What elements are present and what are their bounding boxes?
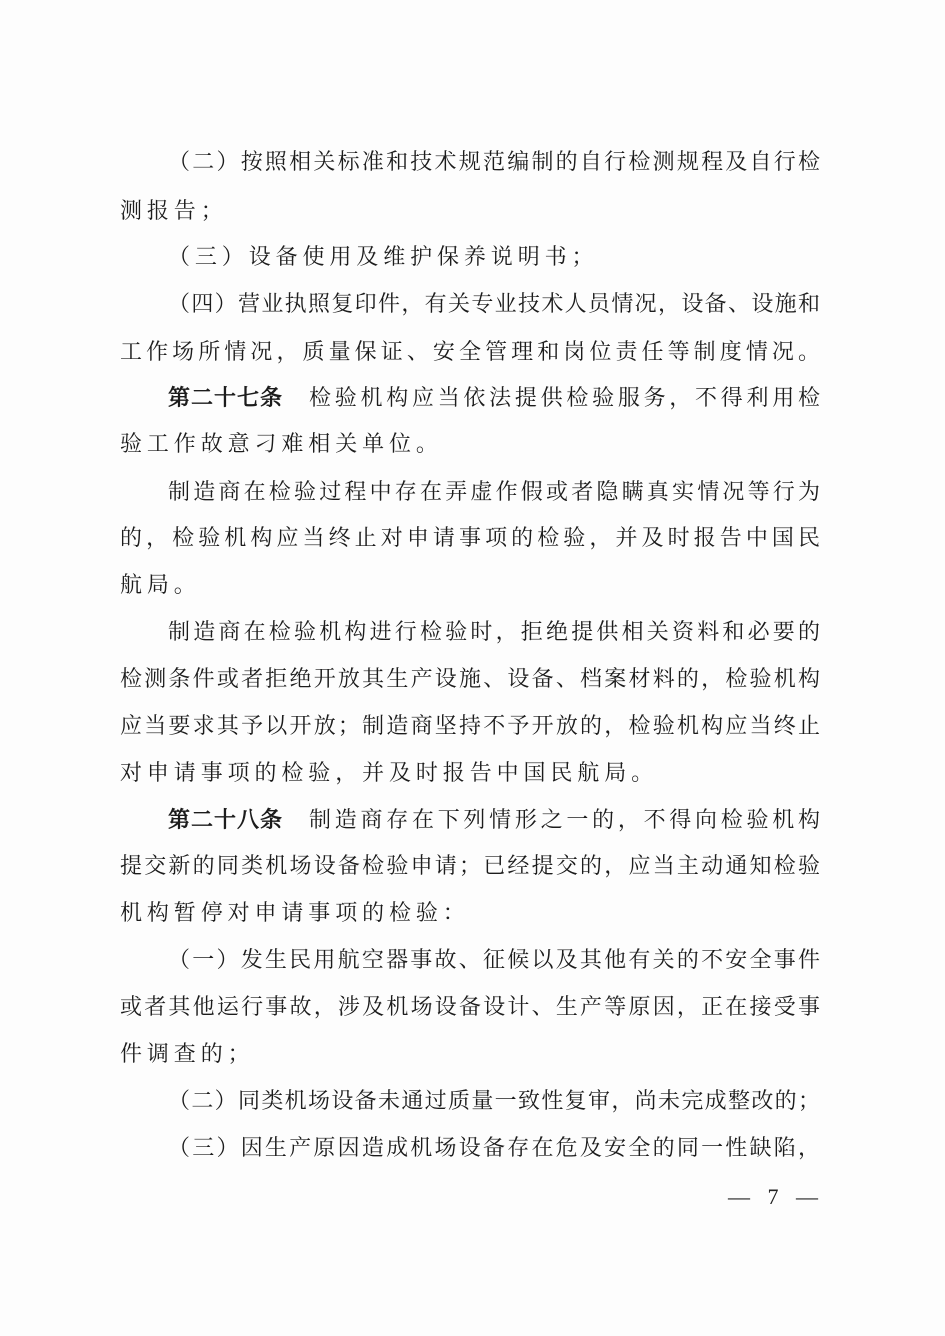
paragraph-line: 制造商在检验机构进行检验时，拒绝提供相关资料和必要的 — [168, 620, 820, 645]
paragraph-line: （四）营业执照复印件，有关专业技术人员情况，设备、设施和 — [168, 292, 820, 317]
page-number: — 7 — — [728, 1184, 824, 1209]
article-27-number: 第二十七条 — [168, 386, 284, 411]
article-28-heading-line — [168, 805, 820, 837]
paragraph-line: 制造商在检验过程中存在弄虚作假或者隐瞒真实情况等行为 — [168, 480, 820, 505]
article-27-heading-line — [168, 383, 820, 415]
paragraph-line: （三）设备使用及维护保养说明书； — [168, 245, 599, 270]
paragraph-line: 检验机构应当依法提供检验服务，不得利用检 — [309, 386, 820, 411]
paragraph-line: 制造商存在下列情形之一的，不得向检验机构 — [309, 808, 820, 833]
paragraph-line: 检测条件或者拒绝开放其生产设施、设备、档案材料的，检验机构 — [120, 667, 820, 692]
paragraph-line: 应当要求其予以开放；制造商坚持不予开放的，检验机构应当终止 — [120, 714, 820, 739]
paragraph-line: 验工作故意刁难相关单位。 — [120, 432, 443, 457]
paragraph-line: 的，检验机构应当终止对申请事项的检验，并及时报告中国民 — [120, 526, 820, 551]
paragraph-line: 对申请事项的检验，并及时报告中国民航局。 — [120, 761, 659, 786]
paragraph-line: （三）因生产原因造成机场设备存在危及安全的同一性缺陷， — [168, 1136, 820, 1161]
paragraph-line: 测报告； — [120, 199, 228, 224]
paragraph-line: 或者其他运行事故，涉及机场设备设计、生产等原因，正在接受事 — [120, 995, 820, 1020]
article-28-number: 第二十八条 — [168, 808, 284, 833]
paragraph-line: （一）发生民用航空器事故、征候以及其他有关的不安全事件 — [168, 948, 820, 973]
paragraph-line: （二）按照相关标准和技术规范编制的自行检测规程及自行检 — [168, 150, 820, 175]
paragraph-line: 工作场所情况，质量保证、安全管理和岗位责任等制度情况。 — [120, 340, 820, 365]
paragraph-line: （二）同类机场设备未通过质量一致性复审，尚未完成整改的； — [168, 1089, 820, 1114]
paragraph-line: 机构暂停对申请事项的检验： — [120, 901, 470, 926]
paragraph-line: 提交新的同类机场设备检验申请；已经提交的，应当主动通知检验 — [120, 854, 820, 879]
paragraph-line: 件调查的； — [120, 1042, 255, 1067]
paragraph-line: 航局。 — [120, 573, 201, 598]
